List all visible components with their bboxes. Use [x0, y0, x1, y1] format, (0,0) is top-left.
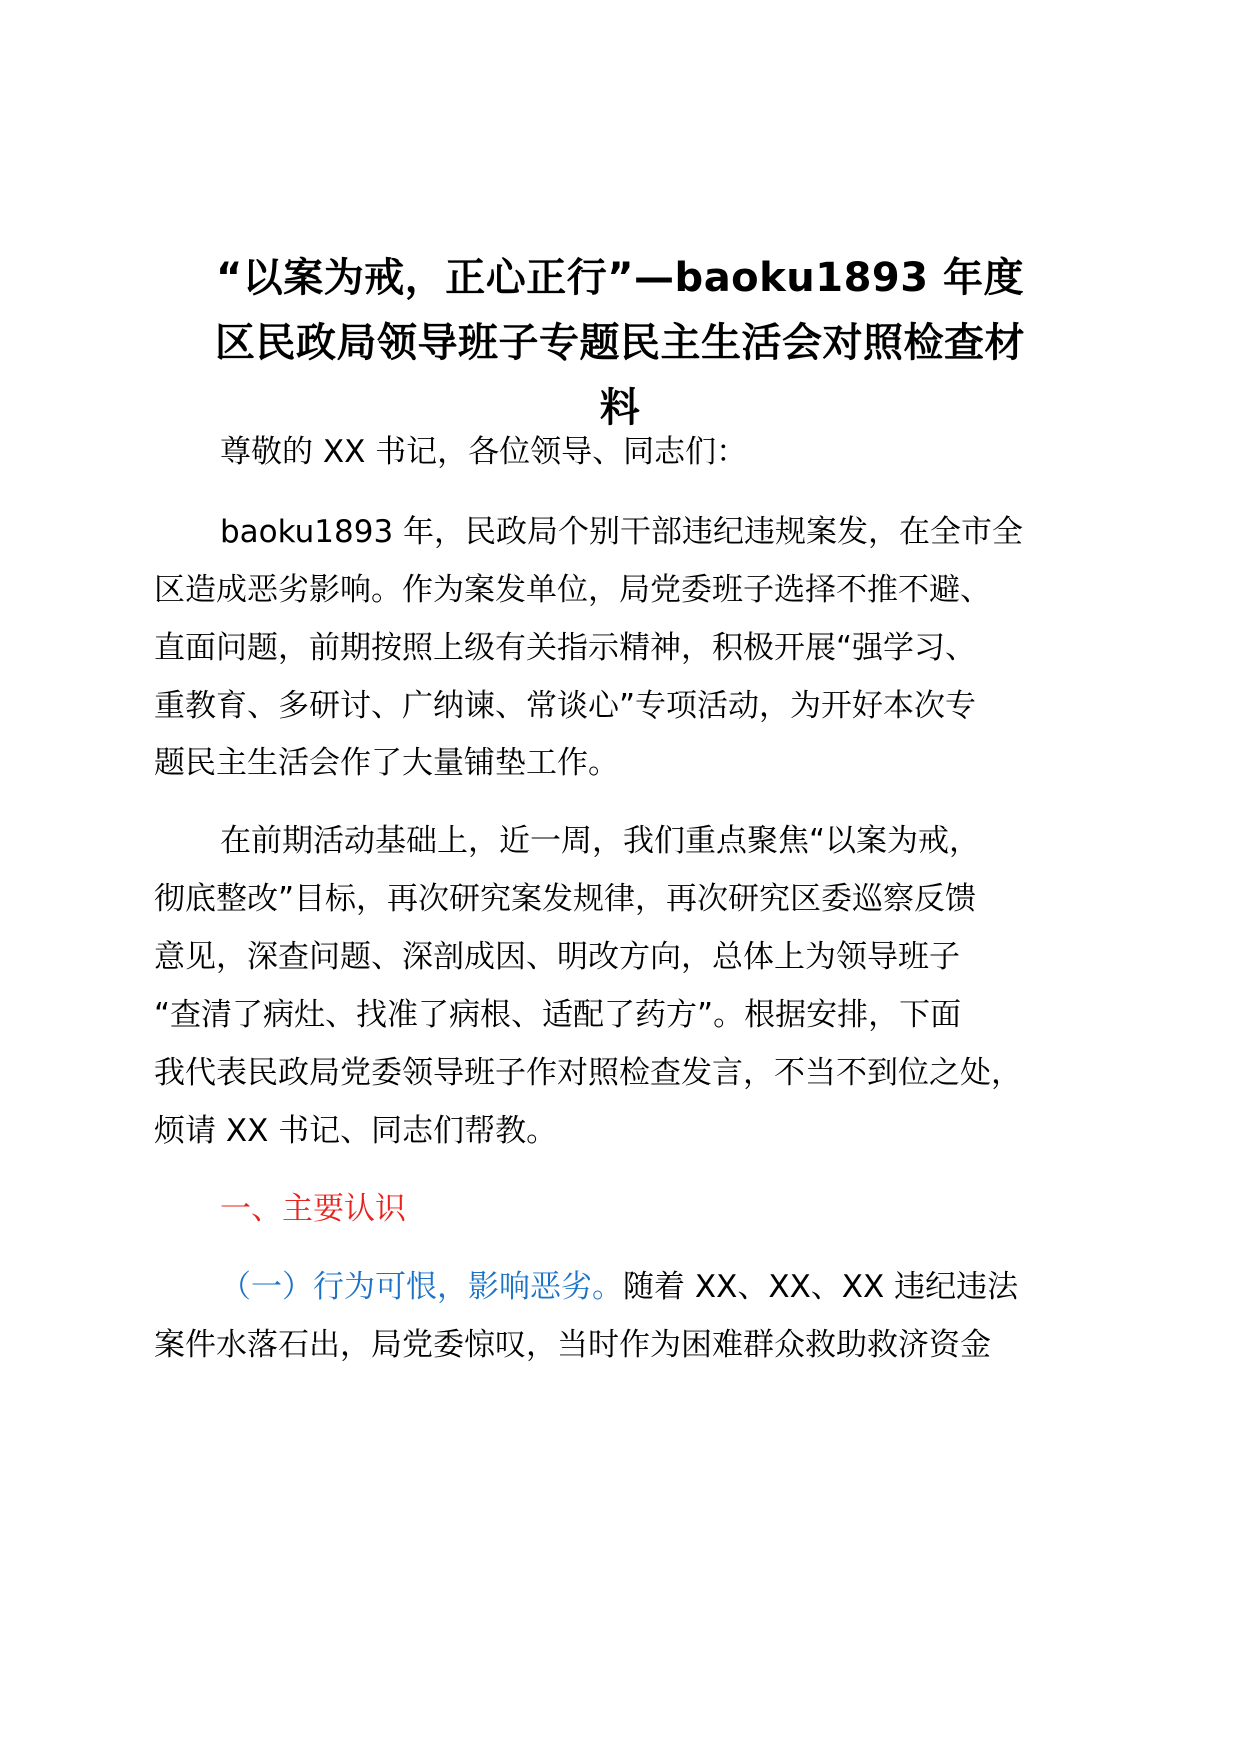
paragraph-2-line: 彻底整改”目标，再次研究案发规律，再次研究区委巡察反馈: [154, 881, 977, 917]
paragraph-2-line: 在前期活动基础上，近一周，我们重点聚焦“以案为戒，: [220, 823, 981, 859]
subsection-heading: （一）行为可恨，影响恶劣。: [220, 1269, 623, 1305]
paragraph-2-line: 意见，深查问题、深剖成因、明改方向，总体上为领导班子: [154, 939, 960, 975]
title-line-2: 区民政局领导班子专题民主生活会对照检查材: [215, 320, 1025, 366]
paragraph-1-line: 重教育、多研讨、广纳谏、常谈心”专项活动，为开好本次专: [154, 688, 977, 724]
paragraph-1-line: 区造成恶劣影响。作为案发单位，局党委班子选择不推不避、: [154, 572, 991, 608]
title-line-3: 料: [599, 385, 641, 431]
title-line-1: “以案为戒，正心正行”—baoku1893 年度: [215, 255, 1024, 301]
paragraph-2-line: 我代表民政局党委领导班子作对照检查发言，不当不到位之处，: [154, 1055, 1022, 1091]
paragraph-1-line: 题民主生活会作了大量铺垫工作。: [154, 745, 619, 781]
section-heading: 一、主要认识: [220, 1191, 406, 1227]
paragraph-1-line: baoku1893 年，民政局个别干部违纪违规案发，在全市全: [220, 514, 1024, 550]
document-title: [150, 246, 1090, 441]
subsection-first-line: [220, 1267, 1018, 1307]
subsection-second-line: 案件水落石出，局党委惊叹，当时作为困难群众救助救济资金: [154, 1327, 991, 1363]
paragraph-2-line: “查清了病灶、找准了病根、适配了药方”。根据安排，下面: [154, 997, 962, 1033]
paragraph-2-line: 烦请 XX 书记、同志们帮教。: [154, 1113, 558, 1149]
subsection-text: 随着 XX、XX、XX 违纪违法: [623, 1269, 1019, 1305]
salutation: 尊敬的 XX 书记，各位领导、同志们：: [220, 434, 748, 470]
paragraph-1-line: 直面问题，前期按照上级有关指示精神，积极开展“强学习、: [154, 630, 977, 666]
